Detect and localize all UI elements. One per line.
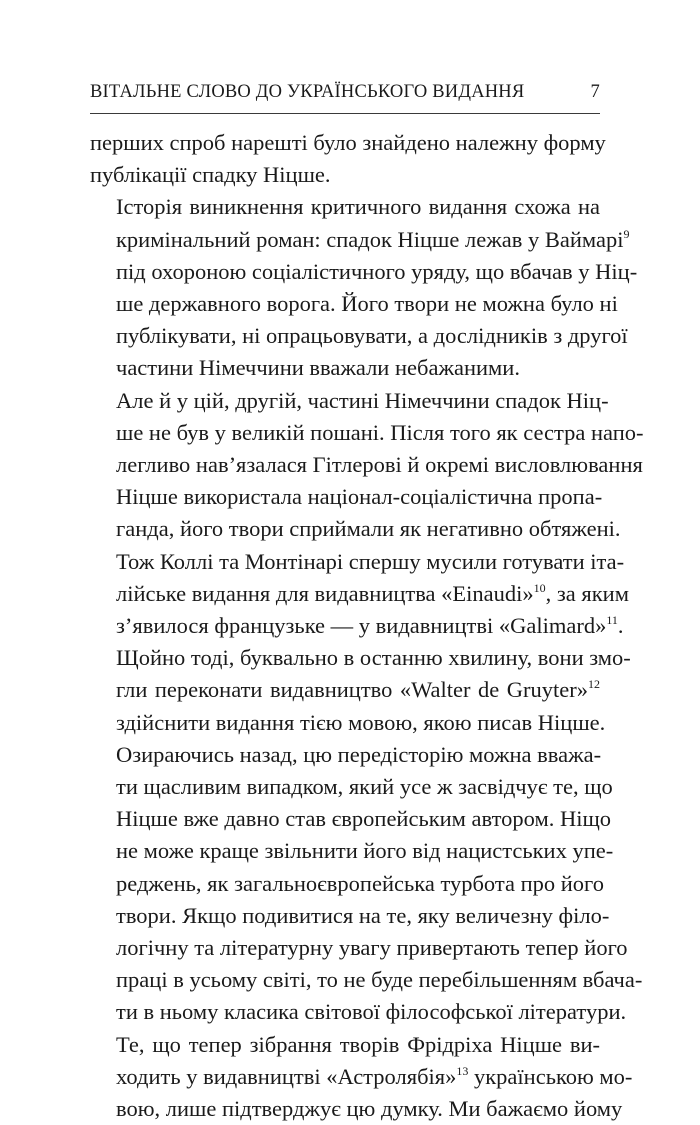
paragraph <box>90 385 644 739</box>
footnote-marker: 11 <box>606 613 618 628</box>
text-line: Щойно тоді, буквально в останню хвилину, вони змо- <box>116 645 631 671</box>
paragraph <box>90 1029 633 1125</box>
page-number: 7 <box>590 82 600 102</box>
footnote-marker: 9 <box>623 226 630 241</box>
text-line: ходить у видавництві «Астролябія»$^{13}$ українською мо- <box>116 1063 633 1089</box>
text-line: ше не був у великій пошані. Після того як сестра напо- <box>116 419 644 445</box>
text-line: легливо нав’язалася Гітлерові й окремі висловлювання <box>116 452 643 478</box>
running-header <box>90 82 600 103</box>
paragraph <box>90 127 606 191</box>
text-line: ганда, його твори сприймали як негативно обтяжені. <box>116 516 621 542</box>
paragraph <box>90 191 638 384</box>
footnote-marker: 12 <box>588 677 600 692</box>
text-line: Але й у цій, другій, частині Німеччини спадок Ніц- <box>116 387 609 413</box>
text-line: під охороною соціалістичного уряду, що вбачав у Ніц- <box>116 258 638 284</box>
text-line: не може краще звільнити його від нацистських упе- <box>116 838 614 864</box>
text-line: Ніцше вже давно став європейським автором. Ніщо <box>116 806 612 832</box>
running-header-title: ВІТАЛЬНЕ СЛОВО ДО УКРАЇНСЬКОГО ВИДАННЯ <box>90 82 525 102</box>
text-line: Ніцше використала націонал-соціалістична пропа- <box>116 484 603 510</box>
text-line: Тож Коллі та Монтінарі спершу мусили готувати іта- <box>116 548 625 574</box>
text-line: праці в усьому світі, то не буде перебільшенням вбача- <box>116 967 643 993</box>
header-rule <box>90 113 600 114</box>
text-line: Те, що тепер зібрання творів Фрідріха Ніцше ви- <box>116 1031 600 1057</box>
paragraph <box>90 739 643 1029</box>
text-line: публікувати, ні опрацьовувати, а дослідників з другої <box>116 323 628 349</box>
text-line: з’явилося французьке — у видавництві «Galimard»$^{11}$. <box>116 613 624 639</box>
text-line: ти щасливим випадком, який усе ж засвідчує те, що <box>116 774 613 800</box>
text-line: публікації спадку Ніцше. <box>90 162 331 188</box>
footnote-marker: 10 <box>533 580 546 595</box>
text-line: здійснити видання тією мовою, якою писав Ніцше. <box>116 709 606 735</box>
text-line: Озираючись назад, цю передісторію можна вважа- <box>116 741 602 767</box>
body-text <box>90 127 644 1125</box>
text-line: твори. Якщо подивитися на те, яку величезну філо- <box>116 902 610 928</box>
text-line: перших спроб нарешті було знайдено належну форму <box>90 130 606 155</box>
text-line: ше державного ворога. Його твори не можна було ні <box>116 291 618 317</box>
text-line: гли переконати видавництво «Walter de Gruyter»$^{12}$ <box>116 677 600 703</box>
text-line: реджень, як загальноєвропейська турбота про його <box>116 870 604 896</box>
footnote-marker: 13 <box>456 1063 469 1078</box>
text-line: ти в ньому класика світової філософської літератури. <box>116 999 627 1025</box>
text-line: лійське видання для видавництва «Einaudi»$^{10}$, за яким <box>116 580 629 606</box>
text-line: Історія виникнення критичного видання схожа на <box>116 194 600 220</box>
text-line: логічну та літературну увагу привертають тепер його <box>116 935 628 961</box>
text-line: кримінальний роман: спадок Ніцше лежав у Ваймарі$^9$ <box>116 226 630 252</box>
text-line: вою, лише підтверджує цю думку. Ми бажаємо йому <box>116 1096 623 1122</box>
text-line: частини Німеччини вважали небажаними. <box>116 355 520 381</box>
